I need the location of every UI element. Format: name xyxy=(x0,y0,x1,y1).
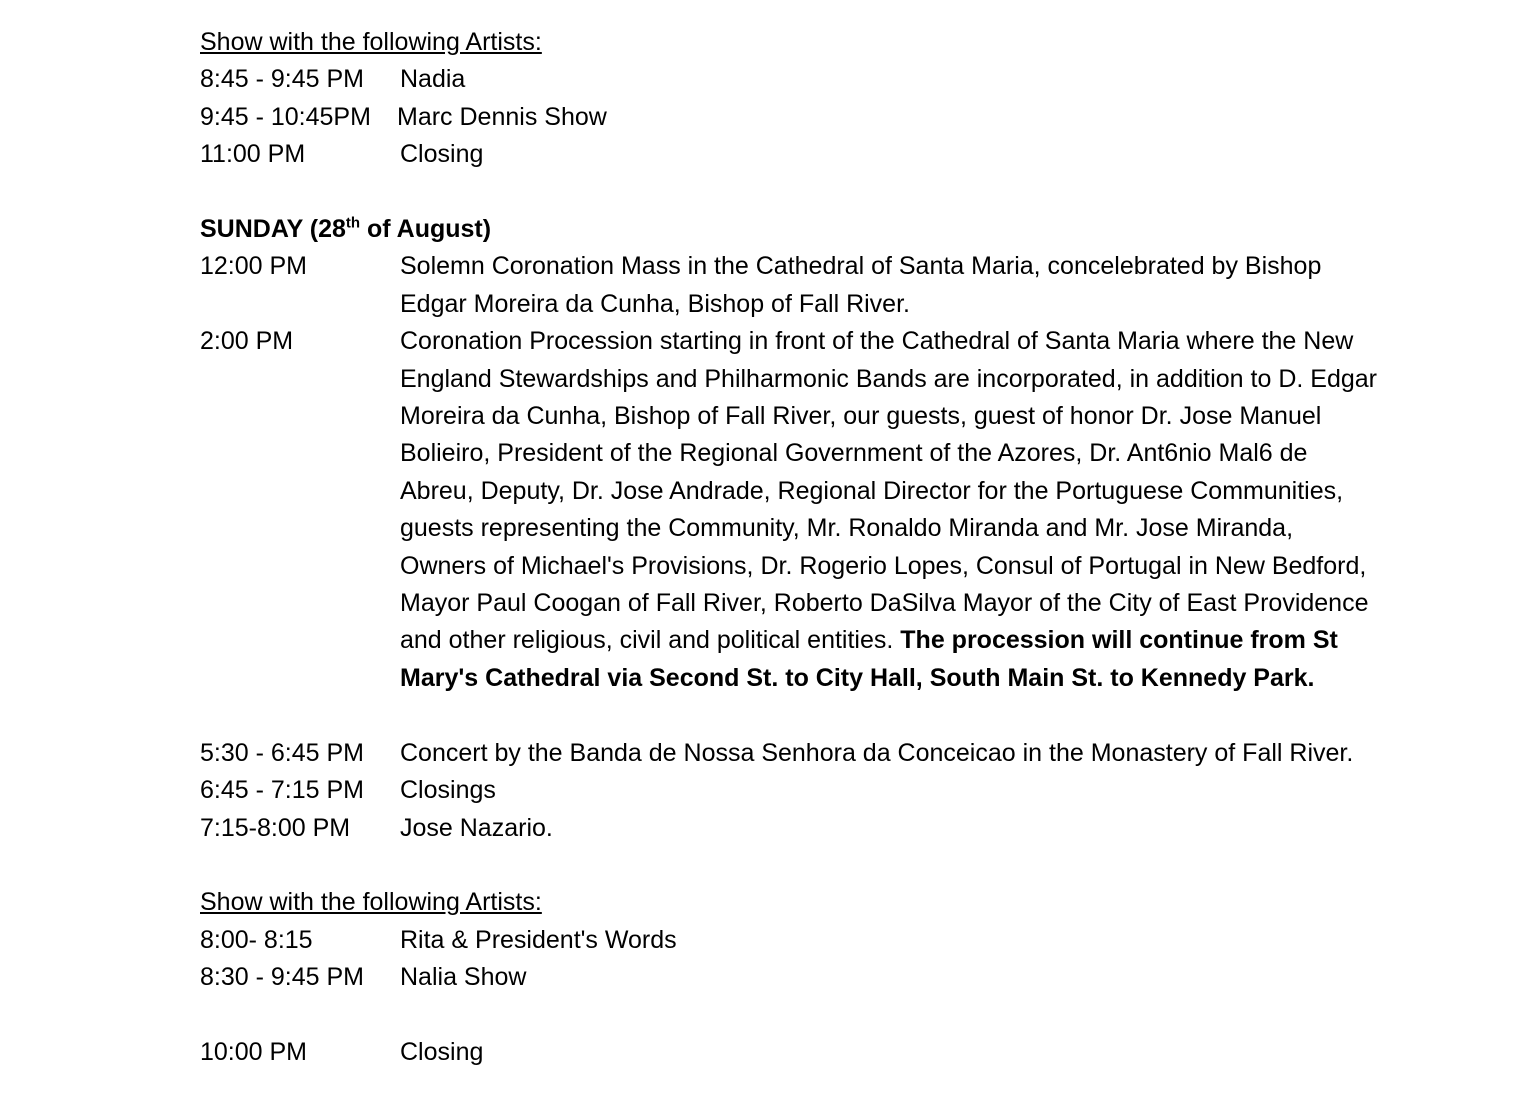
schedule-row xyxy=(200,248,1500,323)
row-time: 8:00- 8:15 xyxy=(200,925,313,954)
desc-line: Abreu, Deputy, Dr. Jose Andrade, Regional Director for the Portuguese Communities, xyxy=(400,476,1344,505)
desc-line: Mayor Paul Coogan of Fall River, Roberto DaSilva Mayor of the City of East Providence xyxy=(400,589,1369,618)
row-time: 5:30 - 6:45 PM xyxy=(200,738,364,767)
row-desc: Rita & President's Words xyxy=(400,925,677,954)
desc-line: Moreira da Cunha, Bishop of Fall River, our guests, guest of honor Dr. Jose Manuel xyxy=(400,402,1322,431)
spacer xyxy=(200,174,1500,211)
schedule-row xyxy=(200,810,1500,847)
row-desc xyxy=(400,248,1500,323)
row-desc: Nadia xyxy=(400,65,466,94)
schedule-row xyxy=(200,61,1500,98)
day-heading-suffix: of August) xyxy=(360,215,492,244)
section-heading: Show with the following Artists: xyxy=(200,28,542,56)
spacer xyxy=(200,997,1500,1034)
row-time: 8:30 - 9:45 PM xyxy=(200,963,364,992)
schedule-row xyxy=(200,136,1500,173)
row-desc xyxy=(400,323,1500,697)
row-time: 2:00 PM xyxy=(200,327,294,356)
row-time: 7:15-8:00 PM xyxy=(200,813,351,842)
schedule-row xyxy=(200,1034,1500,1071)
section-heading: Show with the following Artists: xyxy=(200,888,542,917)
desc-line xyxy=(400,660,1500,697)
row-time: 6:45 - 7:15 PM xyxy=(200,776,364,805)
schedule-row xyxy=(200,323,1500,697)
schedule-row xyxy=(200,922,1500,959)
row-time: 8:45 - 9:45 PM xyxy=(200,65,364,94)
day-heading-sup: th xyxy=(345,214,361,232)
row-desc: Closing xyxy=(400,140,484,169)
row-time: 11:00 PM xyxy=(200,140,306,169)
desc-line: Owners of Michael's Provisions, Dr. Rogerio Lopes, Consul of Portugal in New Bedford, xyxy=(400,551,1367,580)
spacer xyxy=(200,697,1500,734)
desc-line: Bolieiro, President of the Regional Government of the Azores, Dr. Ant6nio Mal6 de xyxy=(400,439,1308,468)
schedule-document xyxy=(200,24,1500,1071)
day-heading-prefix: SUNDAY (28 xyxy=(200,215,346,244)
desc-bold-text: Mary's Cathedral via Second St. to City Hall, South Main St. to Kennedy Park. xyxy=(400,663,1315,692)
row-time: 10:00 PM xyxy=(200,1037,308,1066)
schedule-row xyxy=(200,99,1500,136)
spacer xyxy=(200,847,1500,884)
row-desc: Nalia Show xyxy=(400,963,527,992)
row-desc: Closings xyxy=(400,776,496,805)
row-desc: Marc Dennis Show xyxy=(397,102,607,131)
desc-line: Edgar Moreira da Cunha, Bishop of Fall River. xyxy=(400,289,910,318)
row-desc: Jose Nazario. xyxy=(400,813,553,842)
row-desc: Closing xyxy=(400,1037,484,1066)
row-time: 9:45 - 10:45PM xyxy=(200,102,371,131)
desc-line xyxy=(400,622,1500,659)
desc-line: Coronation Procession starting in front of the Cathedral of Santa Maria where the New xyxy=(400,327,1354,356)
row-time: 12:00 PM xyxy=(200,252,308,281)
row-desc: Concert by the Banda de Nossa Senhora da Conceicao in the Monastery of Fall River. xyxy=(400,738,1354,767)
schedule-row xyxy=(200,772,1500,809)
schedule-row xyxy=(200,959,1500,996)
desc-bold-text: The procession will continue from St xyxy=(900,626,1338,655)
day-heading xyxy=(200,211,1500,248)
desc-line: Solemn Coronation Mass in the Cathedral of Santa Maria, concelebrated by Bishop xyxy=(400,252,1322,281)
schedule-row xyxy=(200,735,1500,772)
desc-plain-text: and other religious, civil and political entities. xyxy=(400,626,901,655)
desc-line: guests representing the Community, Mr. Ronaldo Miranda and Mr. Jose Miranda, xyxy=(400,514,1294,543)
desc-line: England Stewardships and Philharmonic Bands are incorporated, in addition to D. Edgar xyxy=(400,364,1377,393)
